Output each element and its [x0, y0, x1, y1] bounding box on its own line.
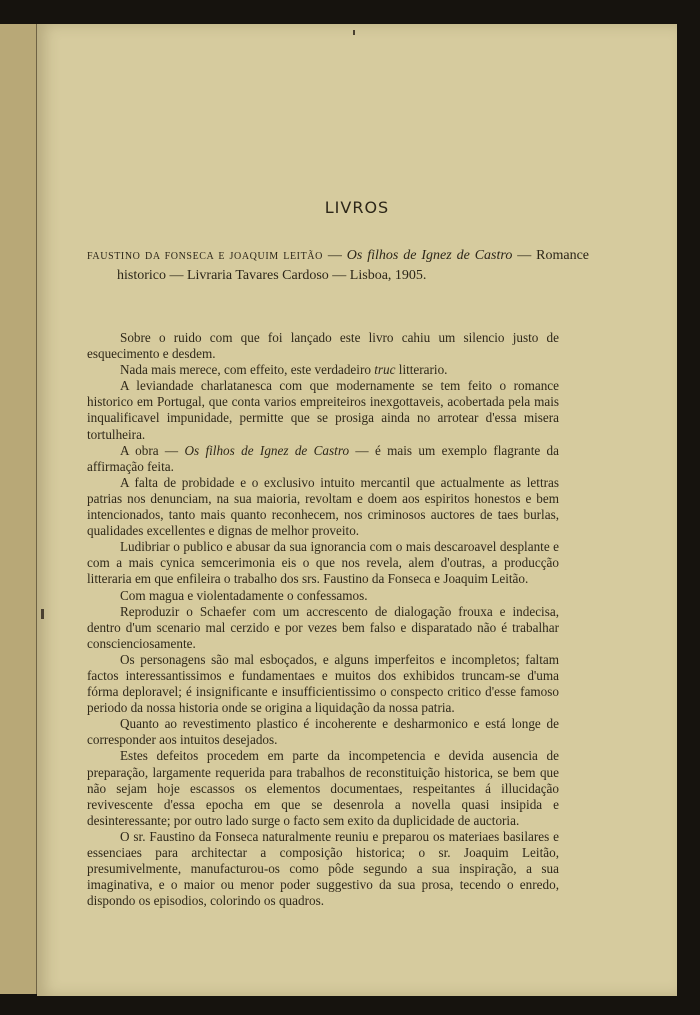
paragraph-text: A obra — — [120, 442, 185, 458]
citation-authors: FAUSTINO DA FONSECA E JOAQUIM LEITÃO — [87, 251, 323, 262]
paragraph-text: litterario. — [395, 362, 448, 378]
paragraph — [87, 362, 559, 378]
citation-dash: — — [322, 248, 347, 263]
paragraph-italic: Os filhos de Ignez de Castro — [184, 442, 350, 458]
page-title: LIVROS — [324, 198, 390, 217]
citation-work-title: Os filhos de Ignez de Castro — [346, 248, 513, 263]
citation-publication: — Romance historico — Livraria Tavares Cardoso — Lisboa, 1905. — [117, 248, 590, 283]
paragraph: O sr. Faustino da Fonseca naturalmente reuniu e preparou os materiaes basilares e essenciaes para architectar a composição historica; o sr. Joaquim Leitão, presumivelmente, manufacturou-os como pôde segundo a sua inspiração, a sua imaginativa, e o maior ou menor poder suggestivo da sua prosa, tecendo o enredo, dispondo os episodios, colorindo os quadros. — [87, 828, 559, 909]
paragraph: Quanto ao revestimento plastico é incoherente e desharmonico e está longe de corresponder aos intuitos desejados. — [87, 716, 559, 748]
margin-mark — [41, 609, 44, 619]
book-page — [37, 24, 677, 996]
paragraph-text: — é mais um exemplo flagrante da affirmação feita. — [87, 442, 560, 474]
review-body — [87, 330, 559, 909]
paragraph: Com magua e violentadamente o confessamos. — [120, 587, 368, 603]
paragraph: Sobre o ruido com que foi lançado este livro cahiu um silencio justo de esquecimento e desdem. — [87, 330, 559, 362]
paragraph: Reproduzir o Schaefer com um accrescento de dialogação frouxa e indecisa, dentro d'um scenario mal cerzido e por vezes bem falso e disparatado não é trabalhar conscienciosamente. — [87, 603, 559, 651]
paragraph — [87, 443, 559, 475]
book-citation — [87, 246, 589, 285]
ink-speck — [353, 30, 355, 35]
paragraph-italic: truc — [374, 362, 396, 378]
paragraph: Os personagens são mal esboçados, e alguns imperfeitos e incompletos; faltam factos interessantissimos e fundamentaes e muitos dos exhibidos truncam-se d'uma fórma deploravel; é insignificante e insufficientissimo o conspecto critico d'esse famoso periodo da nossa historia onde se origina a liquidação da nossa patria. — [87, 651, 559, 716]
paragraph: Ludibriar o publico e abusar da sua ignorancia com o mais descaroavel desplante e com a mais cynica semcerimonia eis o que nos revela, alem d'outras, a producção litteraria em que enfileira o trabalho dos srs. Faustino da Fonseca e Joaquim Leitão. — [87, 539, 559, 587]
paragraph: Estes defeitos procedem em parte da incompetencia e devida ausencia de preparação, largamente requerida para trabalhos de reconstituição historica, se bem que não sejam hoje escassos os elementos documentaes, respeitantes á illucidação revivescente d'essa epocha em que se desenrola a novella quasi insipida e desinteressante; por outro lado surge o facto sem exito da duplicidade de auctoria. — [87, 748, 559, 828]
paragraph: A leviandade charlatanesca com que modernamente se tem feito o romance historico em Portugal, que conta varios empreiteiros inexgottaveis, acobertada pela mais inqualificavel impunidade, permitte que se prosiga ainda no arrotear d'essa misera tortulheira. — [87, 378, 559, 442]
paragraph: A falta de probidade e o exclusivo intuito mercantil que actualmente as lettras patrias nos denunciam, na sua maioria, revoltam e doem aos espiritos honestos e bem intencionados, tanto mais quanto reconhecem, nos criminosos auctores de taes burlas, qualidades excellentes e dignas de melhor proveito. — [87, 474, 559, 539]
previous-page-edge — [0, 24, 38, 994]
paragraph-text: Nada mais merece, com effeito, este verdadeiro — [120, 362, 375, 378]
